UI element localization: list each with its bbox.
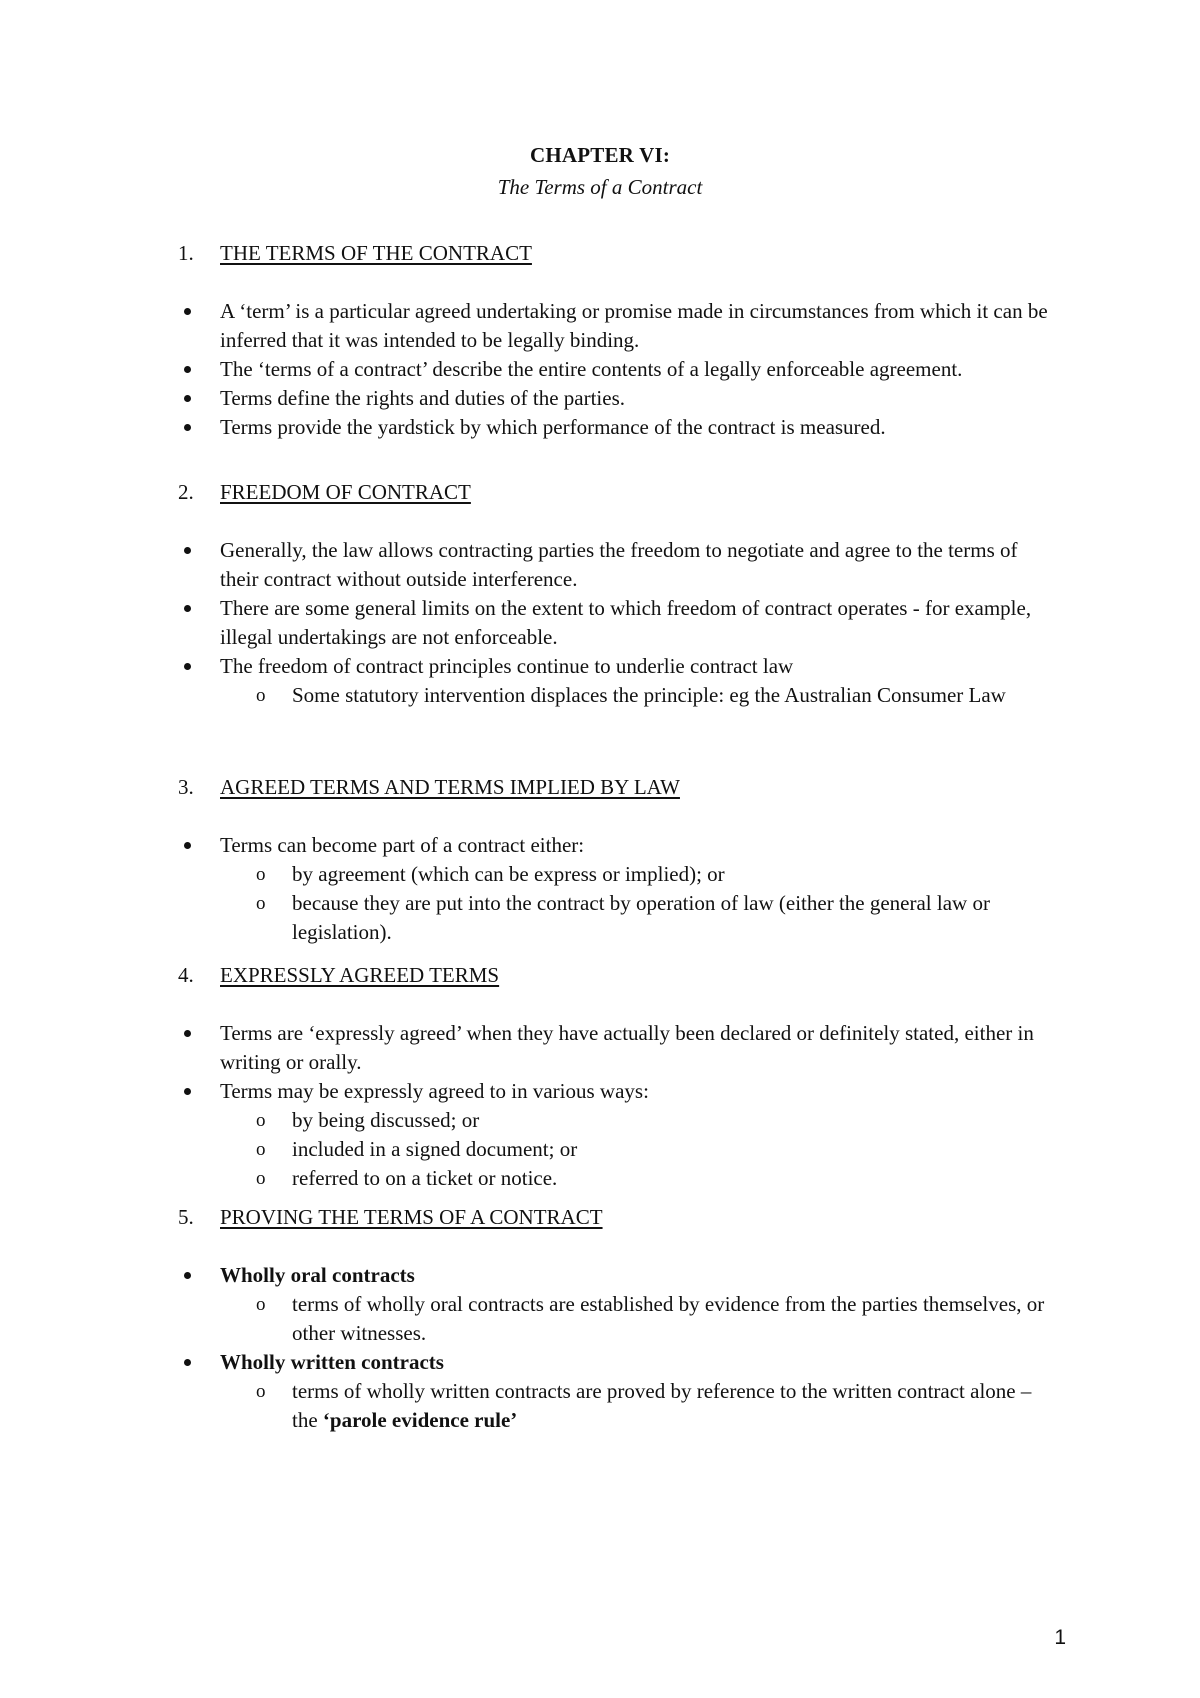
- chapter-title: CHAPTER VI:: [529, 143, 671, 167]
- bullet-list: [178, 1261, 1058, 1435]
- sub-bullet-item: o because they are put into the contract by operation of law (either the general law or legislation).: [178, 889, 1058, 947]
- bullet-text: Wholly written contracts: [220, 1350, 444, 1374]
- bullet-item: [178, 652, 1058, 710]
- bullet-text: Terms may be expressly agreed to in various ways:: [220, 1079, 649, 1103]
- sub-bullet-item: o included in a signed document; or: [178, 1135, 1058, 1164]
- bullet-text: The freedom of contract principles continue to underlie contract law: [220, 654, 794, 678]
- bullet-list: [178, 536, 1058, 710]
- section-number: 1.: [178, 241, 194, 265]
- sub-bullet-item: o by being discussed; or: [178, 1106, 1058, 1135]
- sub-bullet-list: [220, 1377, 1058, 1435]
- sub-bullet-list: [220, 1290, 1058, 1348]
- section-heading: [178, 478, 1058, 507]
- bullet-item: [178, 1077, 1058, 1193]
- sub-bullet-item: o by agreement (which can be express or implied); or: [178, 860, 1058, 889]
- sub-bullet-item: o Some statutory intervention displaces the principle: eg the Australian Consumer Law: [178, 681, 1058, 710]
- bullet-text: Wholly oral contracts: [220, 1263, 415, 1287]
- section-heading: [178, 773, 1058, 802]
- sub-bullet-list: [220, 860, 1058, 947]
- sub-bullet-list: [220, 1106, 1058, 1193]
- sub-bullet-text: terms of wholly written contracts are proved by reference to the written contract alone – the: [292, 1379, 1032, 1432]
- section-heading: [178, 1203, 1058, 1232]
- section-1: [178, 239, 1058, 442]
- section-title: PROVING THE TERMS OF A CONTRACT: [220, 1205, 603, 1229]
- section-title: THE TERMS OF THE CONTRACT: [220, 241, 532, 265]
- section-heading: [178, 239, 1058, 268]
- section-title: AGREED TERMS AND TERMS IMPLIED BY LAW: [220, 775, 680, 799]
- sub-bullet-item: o terms of wholly oral contracts are established by evidence from the parties themselves, or other witnesses.: [178, 1290, 1058, 1348]
- parole-evidence-rule-term: ‘parole evidence rule’: [322, 1408, 518, 1432]
- page-number: 1: [1054, 1626, 1066, 1649]
- section-2: [178, 478, 1058, 710]
- sub-bullet-list: [220, 681, 1058, 710]
- section-title: EXPRESSLY AGREED TERMS: [220, 963, 500, 987]
- bullet-item: Terms are ‘expressly agreed’ when they have actually been declared or definitely stated, either in writing or orally.: [178, 1019, 1058, 1077]
- bullet-item: Terms define the rights and duties of the parties.: [178, 384, 1058, 413]
- bullet-item: [178, 1348, 1058, 1435]
- sub-bullet-item: o referred to on a ticket or notice.: [178, 1164, 1058, 1193]
- bullet-list: [178, 297, 1058, 442]
- bullet-list: [178, 1019, 1058, 1193]
- bullet-text: Terms can become part of a contract either:: [220, 833, 585, 857]
- bullet-list: [178, 831, 1058, 947]
- section-number: 4.: [178, 963, 194, 987]
- bullet-item: There are some general limits on the extent to which freedom of contract operates - for example, illegal undertakings are not enforceable.: [178, 594, 1058, 652]
- bullet-item: Generally, the law allows contracting parties the freedom to negotiate and agree to the terms of their contract without outside interference.: [178, 536, 1058, 594]
- bullet-item: The ‘terms of a contract’ describe the entire contents of a legally enforceable agreement.: [178, 355, 1058, 384]
- section-5: [178, 1203, 1058, 1435]
- section-heading: [178, 961, 1058, 990]
- bullet-item: A ‘term’ is a particular agreed undertaking or promise made in circumstances from which it can be inferred that it was intended to be legally binding.: [178, 297, 1058, 355]
- section-3: [178, 773, 1058, 947]
- sub-bullet-item: [178, 1377, 1058, 1435]
- section-title: FREEDOM OF CONTRACT: [220, 480, 471, 504]
- section-number: 3.: [178, 775, 194, 799]
- section-4: [178, 961, 1058, 1193]
- section-number: 2.: [178, 480, 194, 504]
- bullet-item: [178, 831, 1058, 947]
- section-number: 5.: [178, 1205, 194, 1229]
- bullet-item: [178, 1261, 1058, 1348]
- bullet-item: Terms provide the yardstick by which performance of the contract is measured.: [178, 413, 1058, 442]
- chapter-subtitle: The Terms of a Contract: [497, 175, 703, 199]
